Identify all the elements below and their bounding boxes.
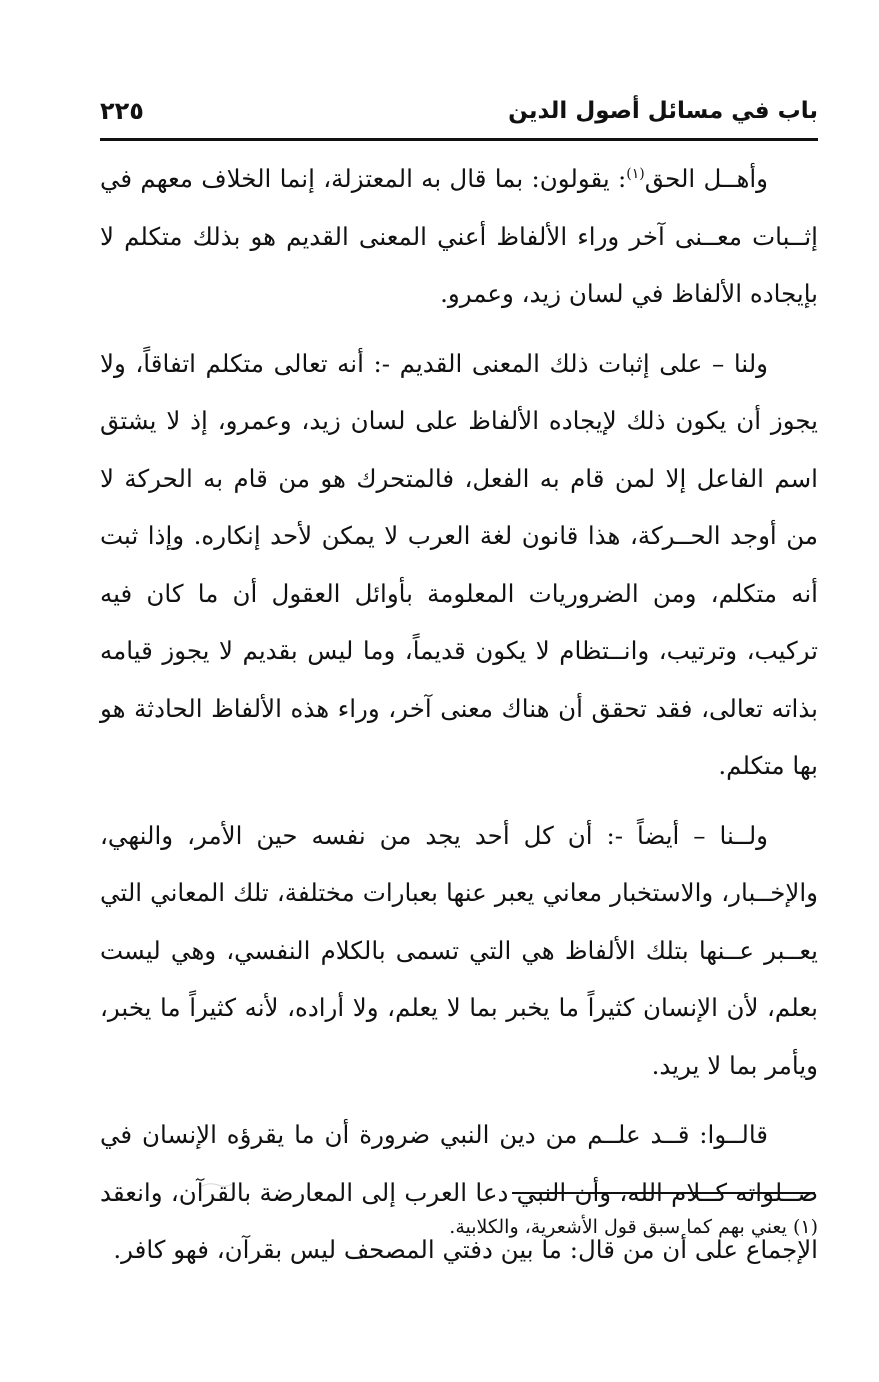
page-number: ٢٢٥ xyxy=(100,97,144,125)
footnote-divider xyxy=(512,1192,815,1194)
footnote-reference: (١) xyxy=(626,165,645,182)
paragraph-1-lead: وأهــل الحق xyxy=(644,164,769,193)
paragraph-1-rest: : يقولون: بما قال به المعتزلة، إنما الخلاف معهم في إثــبات معــنى آخر وراء الألفاظ أعني المعنى القديم هو بذلك متكلم لا بإيجاده الألفاظ في لسان زيد، وعمرو. xyxy=(100,164,818,308)
paragraph-3: ولــنا – أيضاً -: أن كل أحد يجد من نفسه حين الأمر، والنهي، والإخــبار، والاستخبار معاني يعبر عنها بعبارات مختلفة، تلك المعاني التي يعــبر عــنها بتلك الألفاظ هي التي تسمى بالكلام النفسي، وهي ليست بعلم، لأن الإنسان كثيراً ما يخبر بما لا يعلم، ولا أراده، لأنه كثيراً ما يخبر، ويأمر بما لا يريد. xyxy=(100,820,818,1080)
paragraph-4: قالــوا: قــد علــم من دين النبي ضرورة أن ما يقرؤه الإنسان في صــلواته كــلام الله، وأن النبي دعا العرب إلى المعارضة بالقرآن، وانعقد الإجماع على أن من قال: ما بين دفتي المصحف ليس بقرآن، فهو كافر. xyxy=(100,1120,818,1264)
footnote-text: يعني بهم كما سبق قول الأشعرية، والكلابية. xyxy=(449,1216,787,1238)
footnote xyxy=(300,1210,818,1244)
paragraph-1 xyxy=(100,150,818,323)
scan-smudge xyxy=(200,1178,234,1192)
footnote-mark: (١) xyxy=(792,1216,818,1238)
paragraph-2: ولنا – على إثبات ذلك المعنى القديم -: أنه تعالى متكلم اتفاقاً، ولا يجوز أن يكون ذلك لإيجاده الألفاظ على لسان زيد، وعمرو، إذ لا يشتق اسم الفاعل إلا لمن قام به الفعل، فالمتحرك هو من قام به الحركة لا من أوجد الحــركة، هذا قانون لغة العرب لا يمكن لأحد إنكاره. وإذا ثبت أنه متكلم، ومن الضروريات المعلومة بأوائل العقول أن ما كان فيه تركيب، وترتيب، وانــتظام لا يكون قديماً، وما ليس بقديم لا يجوز قيامه بذاته تعالى، فقد تحقق أن هناك معنى آخر، وراء هذه الألفاظ الحادثة هو بها متكلم. xyxy=(100,348,818,780)
running-header xyxy=(100,96,818,130)
chapter-title: باب في مسائل أصول الدين xyxy=(508,98,818,124)
main-text xyxy=(100,150,818,1279)
header-divider xyxy=(100,138,818,141)
